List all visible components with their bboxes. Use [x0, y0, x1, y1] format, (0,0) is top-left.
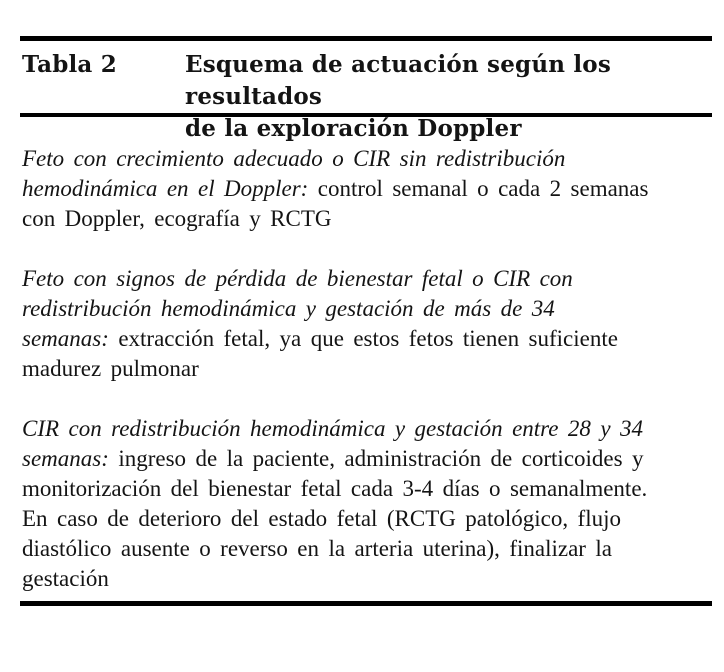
- scanned-table-page: [0, 36, 724, 672]
- table-body: [20, 117, 712, 601]
- table-title: [185, 49, 710, 145]
- text-segment: CIR con redistribución hemodinámica y gestación entre 28 y 34: [22, 416, 643, 441]
- text-segment: diastólico ausente o reverso en la arteria uterina), finalizar la: [22, 536, 612, 561]
- text-line: [22, 444, 712, 474]
- text-line: [22, 324, 712, 354]
- text-line: [22, 264, 712, 294]
- paragraph: [22, 264, 712, 384]
- text-line: [22, 564, 712, 594]
- text-line: [22, 354, 712, 384]
- text-line: [22, 174, 712, 204]
- text-segment: ingreso de la paciente, administración de corticoides y: [108, 446, 644, 471]
- text-segment: control semanal o cada 2 semanas: [308, 176, 649, 201]
- table-title-line-1: Esquema de actuación según los resultados: [185, 51, 611, 110]
- text-line: [22, 294, 712, 324]
- paragraph: [22, 414, 712, 594]
- table-header: [20, 41, 712, 142]
- text-segment: semanas:: [22, 446, 109, 471]
- text-line: [22, 474, 712, 504]
- text-segment: monitorización del bienestar fetal cada 3-4 días o semanalmente.: [22, 476, 648, 501]
- text-line: [22, 144, 712, 174]
- bottom-rule: [20, 601, 712, 606]
- text-segment: gestación: [22, 566, 109, 591]
- table-title-line-2: de la exploración Doppler: [185, 115, 522, 142]
- table-number-label: Tabla 2: [22, 51, 117, 78]
- text-line: [22, 414, 712, 444]
- text-line: [22, 534, 712, 564]
- text-segment: Feto con crecimiento adecuado o CIR sin redistribución: [22, 146, 566, 171]
- text-segment: semanas:: [22, 326, 109, 351]
- text-segment: madurez pulmonar: [22, 356, 199, 381]
- text-segment: En caso de deterioro del estado fetal (RCTG patológico, flujo: [22, 506, 622, 531]
- text-line: [22, 204, 712, 234]
- text-segment: Feto con signos de pérdida de bienestar fetal o CIR con: [22, 266, 573, 291]
- text-segment: con Doppler, ecografía y RCTG: [22, 206, 332, 231]
- table-container: [20, 36, 712, 606]
- text-line: [22, 504, 712, 534]
- text-segment: extracción fetal, ya que estos fetos tienen suficiente: [108, 326, 618, 351]
- text-segment: hemodinámica en el Doppler:: [22, 176, 309, 201]
- text-segment: redistribución hemodinámica y gestación de más de 34: [22, 296, 555, 321]
- paragraph: [22, 144, 712, 234]
